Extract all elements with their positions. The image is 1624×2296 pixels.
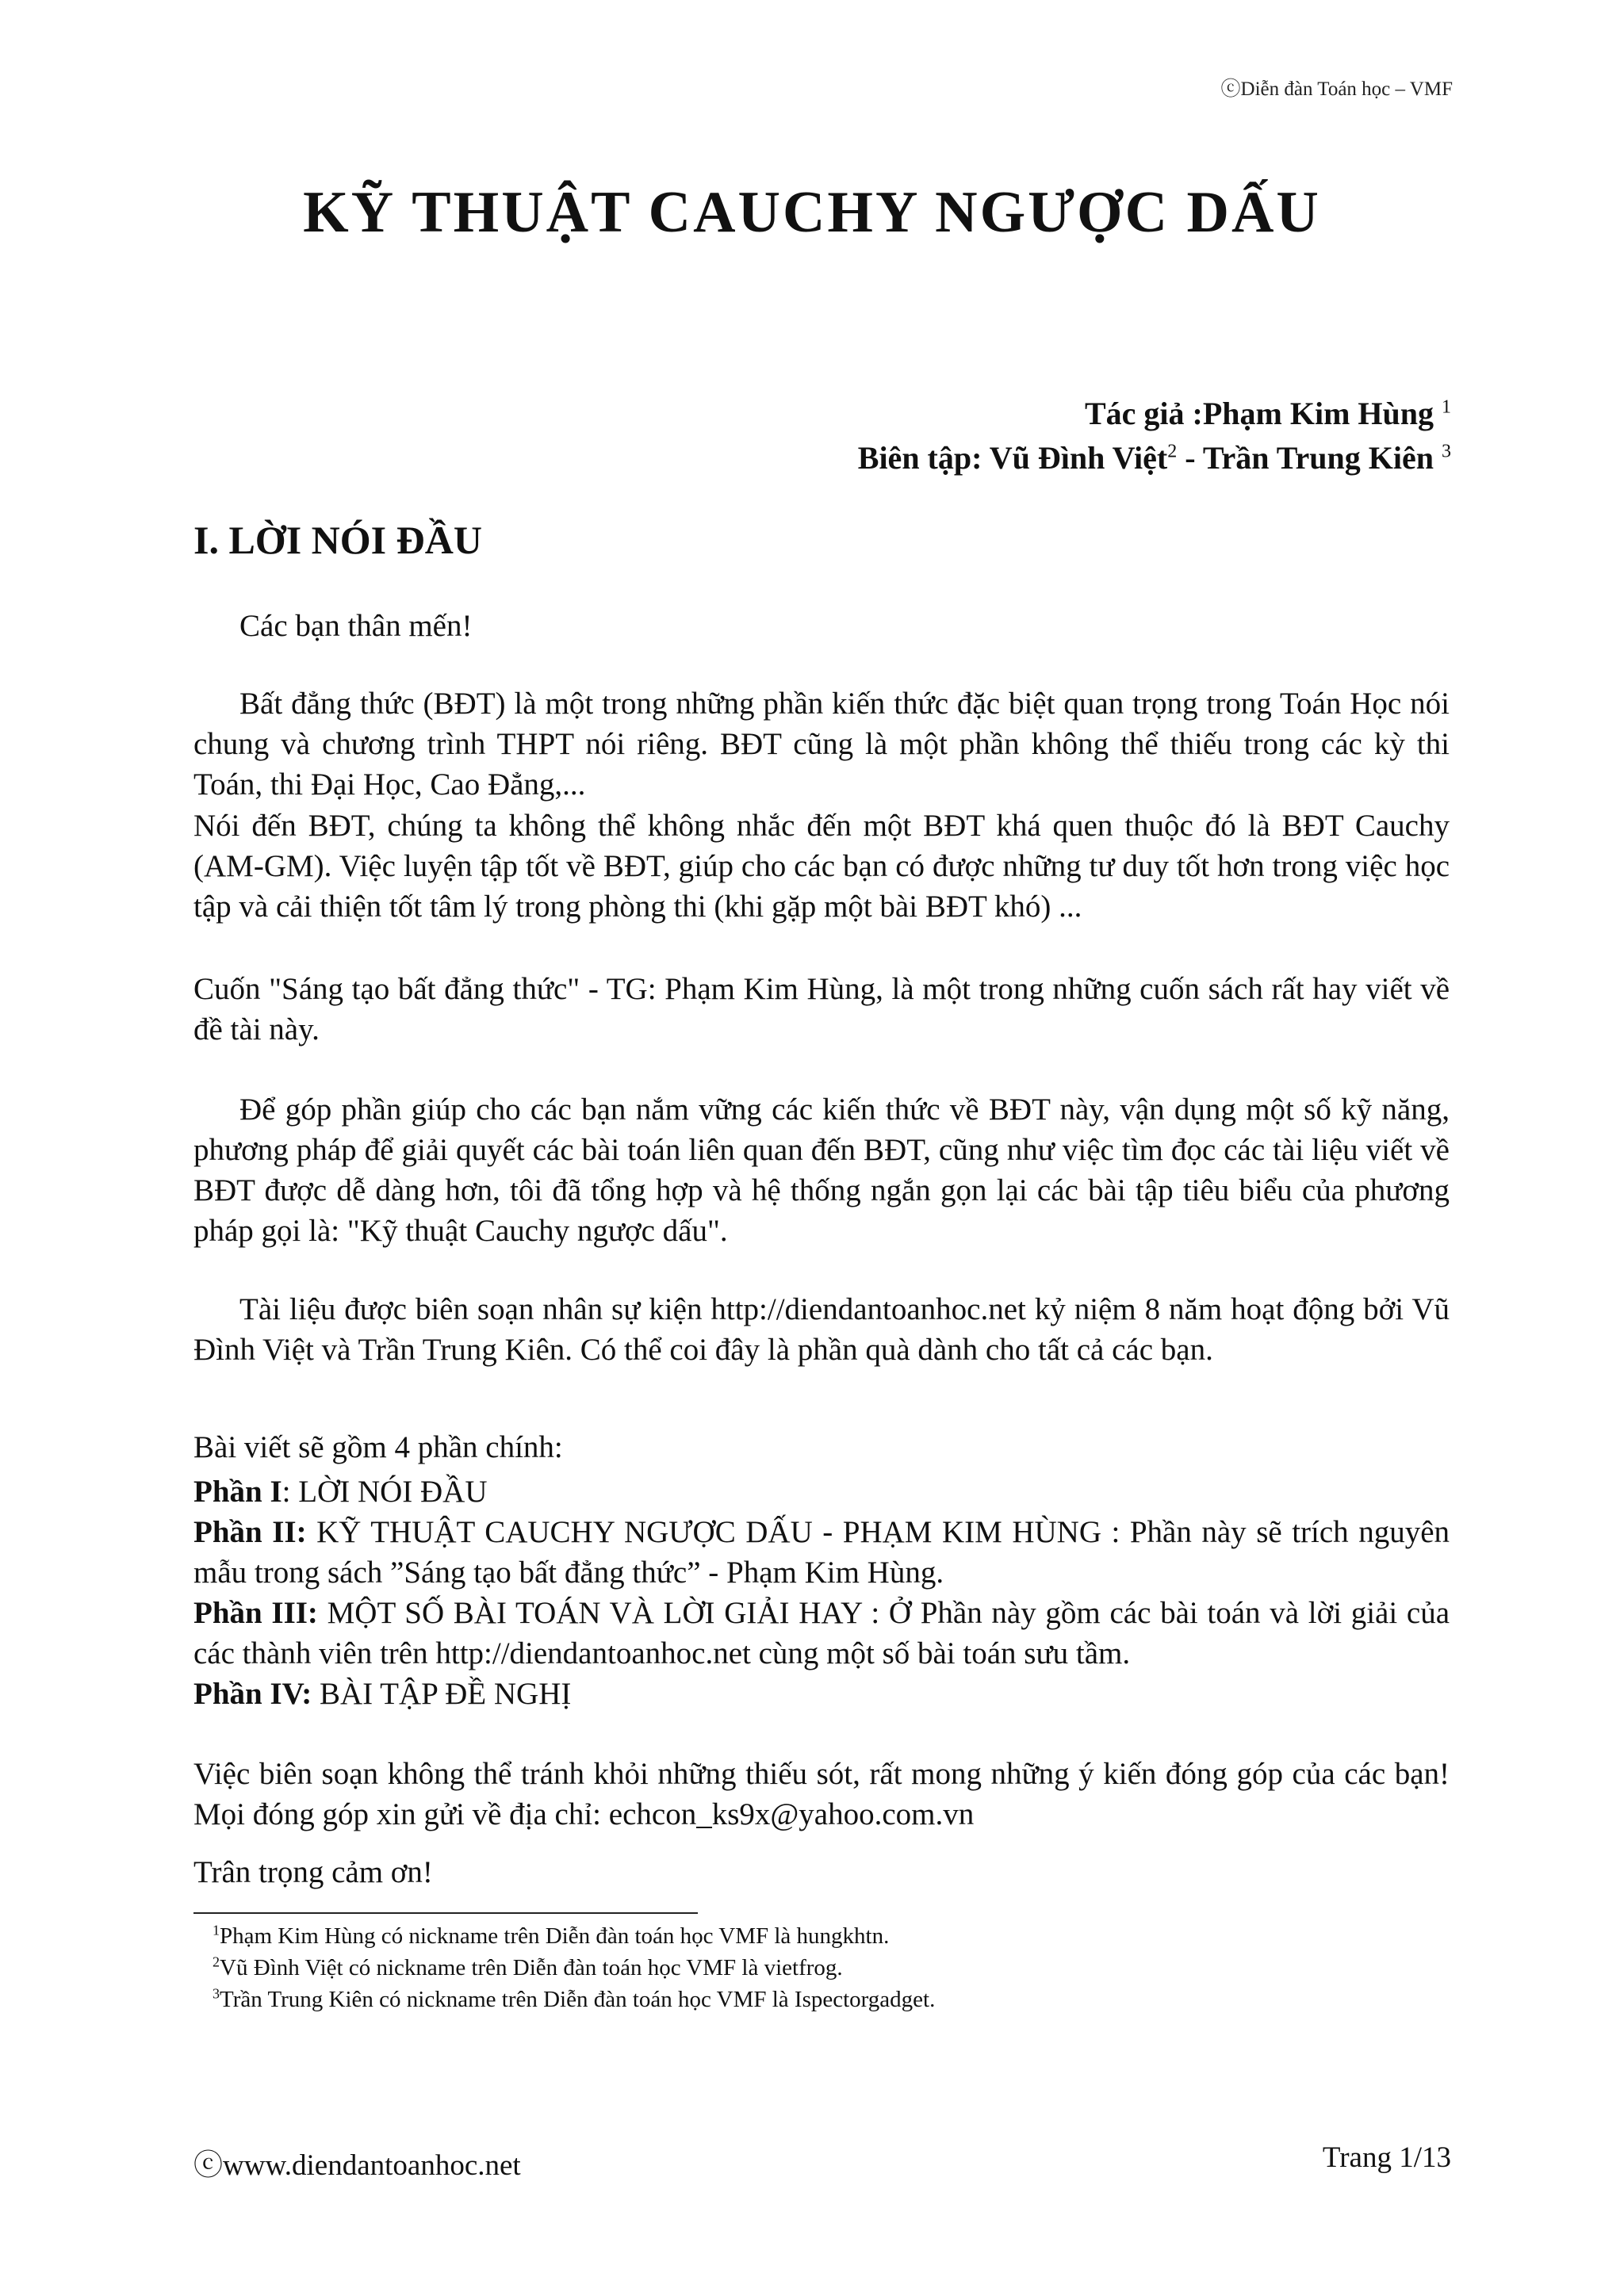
paragraph-2-text: Nói đến BĐT, chúng ta không thể không nhắc đến một BĐT khá quen thuộc đó là BĐT Cauchy (AM-GM). Việc luyện tập tốt về BĐT, giúp cho các bạn có được những tư duy tốt hơn trong việc học tập và cải thiện tốt tâm lý trong phòng thi (khi gặp một bài BĐT khó) ... <box>193 809 1450 924</box>
greeting <box>193 606 1450 646</box>
parts-list <box>193 1471 1450 1714</box>
footnote-divider <box>193 1912 698 1914</box>
greeting-text: Các bạn thân mến! <box>239 609 473 643</box>
paragraph-6-text: Bài viết sẽ gồm 4 phần chính: <box>193 1430 563 1464</box>
author-line <box>858 392 1451 436</box>
paragraph-3-text: Cuốn "Sáng tạo bất đẳng thức" - TG: Phạm Kim Hùng, là một trong những cuốn sách rất hay viết về đề tài này. <box>193 972 1450 1047</box>
part-text: BÀI TẬP ĐỀ NGHỊ <box>312 1677 572 1711</box>
footnote-text: Vũ Đình Việt có nickname trên Diễn đàn toán học VMF là vietfrog. <box>220 1955 843 1980</box>
footnote-ref-3: 3 <box>1442 441 1451 462</box>
paragraph-7 <box>193 1754 1450 1835</box>
paragraph-4 <box>193 1089 1450 1251</box>
paragraph-7-text: Việc biên soạn không thể tránh khỏi những thiếu sót, rất mong những ý kiến đóng góp của các bạn! Mọi đóng góp xin gửi về địa chỉ: echcon_ks9x@yahoo.com.vn <box>193 1757 1450 1831</box>
footnote-mark: 2 <box>213 1954 220 1970</box>
section-heading: I. LỜI NÓI ĐẦU <box>193 518 482 562</box>
footer-site: ⓒwww.diendantoanhoc.net <box>193 2149 521 2182</box>
part-item <box>193 1512 1450 1593</box>
credits-block <box>858 392 1451 480</box>
footnote-ref-1: 1 <box>1442 396 1451 418</box>
page-number: Trang 1/13 <box>1322 2141 1451 2174</box>
document-title: KỸ THUẬT CAUCHY NGƯỢC DẤU <box>303 180 1321 245</box>
part-text: MỘT SỐ BÀI TOÁN VÀ LỜI GIẢI HAY : Ở Phần này gồm các bài toán và lời giải của các thành viên trên http://diendantoanhoc.net cùng một số bài toán sưu tầm. <box>193 1596 1450 1670</box>
paragraph-5 <box>193 1289 1450 1370</box>
author-text: Tác giả :Phạm Kim Hùng <box>1084 396 1434 431</box>
part-text: : LỜI NÓI ĐẦU <box>282 1475 488 1509</box>
part-label: Phần II: <box>193 1515 307 1549</box>
closing <box>193 1852 1450 1892</box>
part-text: KỸ THUẬT CAUCHY NGƯỢC DẤU - PHẠM KIM HÙNG : Phần này sẽ trích nguyên mẫu trong sách ”Sáng tạo bất đẳng thức” - Phạm Kim Hùng. <box>193 1515 1450 1590</box>
footnote-item <box>213 1984 935 2015</box>
part-label: Phần III: <box>193 1596 318 1630</box>
footnote-ref-2: 2 <box>1167 441 1178 462</box>
paragraph-4-text: Để góp phần giúp cho các bạn nắm vững các kiến thức về BĐT này, vận dụng một số kỹ năng, phương pháp để giải quyết các bài toán liên quan đến BĐT, cũng như việc tìm đọc các tài liệu viết về BĐT được dễ dàng hơn, tôi đã tổng hợp và hệ thống ngắn gọn lại các bài tập tiêu biểu của phương pháp gọi là: "Kỹ thuật Cauchy ngược dấu". <box>193 1093 1450 1248</box>
footnote-mark: 1 <box>213 1922 220 1938</box>
editor-line <box>858 436 1451 480</box>
closing-text: Trân trọng cảm ơn! <box>193 1855 433 1889</box>
paragraph-1-text: Bất đẳng thức (BĐT) là một trong những phần kiến thức đặc biệt quan trọng trong Toán Học nói chung và chương trình THPT nói riêng. BĐT cũng là một phần không thể thiếu trong các kỳ thi Toán, thi Đại Học, Cao Đẳng,... <box>193 687 1450 802</box>
paragraph-3 <box>193 969 1450 1050</box>
part-label: Phần I <box>193 1475 282 1509</box>
footnote-mark: 3 <box>213 1985 220 2002</box>
paragraph-6 <box>193 1427 1450 1468</box>
paragraph-1 <box>193 683 1450 805</box>
part-item <box>193 1674 1450 1714</box>
paragraph-2 <box>193 806 1450 927</box>
paragraph-5-text: Tài liệu được biên soạn nhân sự kiện http://diendantoanhoc.net kỷ niệm 8 năm hoạt động bởi Vũ Đình Việt và Trần Trung Kiên. Có thể coi đây là phần quà dành cho tất cả các bạn. <box>193 1292 1450 1367</box>
footnote-item <box>213 1920 935 1952</box>
part-item <box>193 1471 1450 1512</box>
footnote-text: Trần Trung Kiên có nickname trên Diễn đàn toán học VMF là Ispectorgadget. <box>220 1987 936 2012</box>
footnote-text: Phạm Kim Hùng có nickname trên Diễn đàn toán học VMF là hungkhtn. <box>220 1923 890 1949</box>
editor-text: Biên tập: Vũ Đình Việt <box>857 440 1168 476</box>
part-label: Phần IV: <box>193 1677 312 1711</box>
footnotes <box>213 1920 935 2015</box>
header-copyright: ⓒDiễn đàn Toán học – VMF <box>1220 78 1453 100</box>
part-item <box>193 1593 1450 1674</box>
footnote-item <box>213 1952 935 1984</box>
editor-mid-text: - Trần Trung Kiên <box>1177 440 1442 476</box>
